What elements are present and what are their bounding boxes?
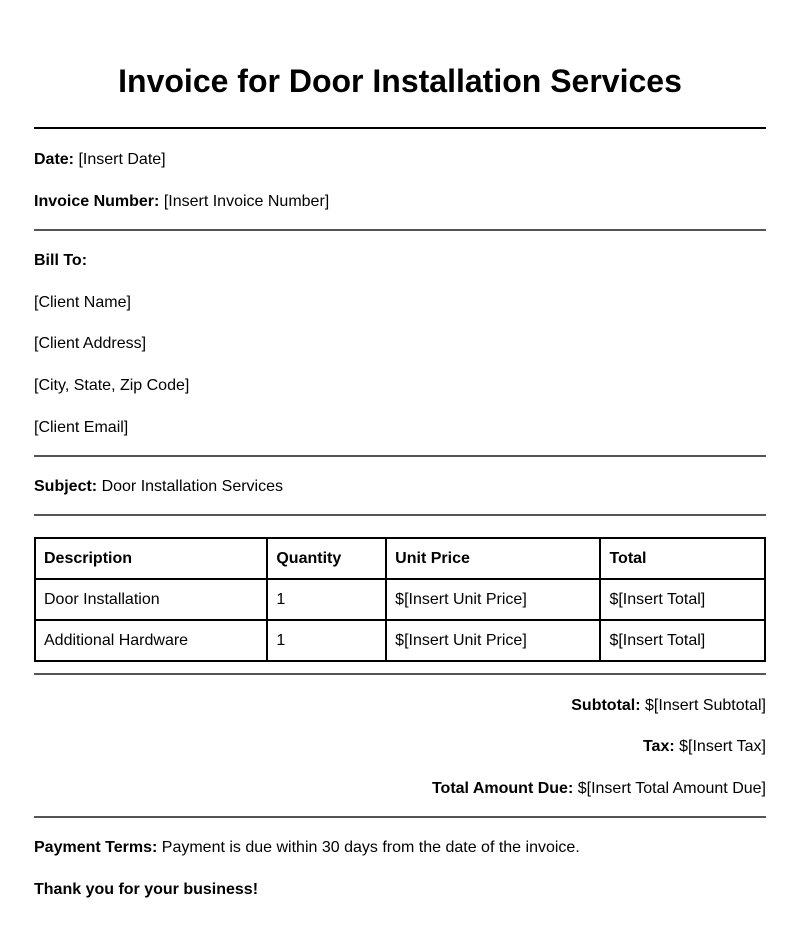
payment-terms-value: Payment is due within 30 days from the date of the invoice.	[161, 839, 580, 856]
subtotal-value: $[Insert Subtotal]	[645, 697, 766, 714]
page-title: Invoice for Door Installation Services	[118, 63, 682, 99]
column-header-description: Description	[35, 538, 267, 579]
client-address: [Client Address]	[34, 335, 147, 352]
subtotal-line	[571, 696, 766, 716]
client-city-state-zip: [City, State, Zip Code]	[34, 377, 190, 394]
table-row	[35, 579, 765, 620]
line-items-table	[34, 537, 766, 662]
tax-label: Tax:	[642, 738, 675, 755]
cell-description: Door Installation	[35, 579, 267, 620]
total-due-line	[432, 779, 766, 799]
bill-to-heading	[34, 251, 87, 271]
divider	[34, 127, 766, 129]
cell-total: $[Insert Total]	[600, 620, 765, 661]
cell-unit-price: $[Insert Unit Price]	[386, 579, 600, 620]
invoice-number-line	[34, 192, 329, 212]
cell-unit-price: $[Insert Unit Price]	[386, 620, 600, 661]
cell-quantity: 1	[267, 579, 386, 620]
divider	[34, 816, 766, 818]
date-label: Date:	[34, 151, 75, 168]
column-header-total: Total	[600, 538, 765, 579]
invoice-number-label: Invoice Number:	[34, 193, 160, 210]
bill-to-label: Bill To:	[34, 252, 88, 269]
closing-message: Thank you for your business!	[34, 881, 259, 898]
subject-label: Subject:	[34, 478, 98, 495]
total-due-value: $[Insert Total Amount Due]	[577, 780, 766, 797]
table-header-row	[35, 538, 765, 579]
payment-terms-label: Payment Terms:	[34, 839, 158, 856]
divider	[34, 455, 766, 457]
divider	[34, 229, 766, 231]
payment-terms-line	[34, 838, 580, 858]
column-header-quantity: Quantity	[267, 538, 386, 579]
date-line	[34, 150, 166, 170]
table-row	[35, 620, 765, 661]
divider	[34, 673, 766, 675]
divider	[34, 514, 766, 516]
cell-description: Additional Hardware	[35, 620, 267, 661]
invoice-number-value: [Insert Invoice Number]	[163, 193, 330, 210]
date-value: [Insert Date]	[78, 151, 166, 168]
client-email: [Client Email]	[34, 419, 129, 436]
tax-value: $[Insert Tax]	[679, 738, 766, 755]
total-due-label: Total Amount Due:	[431, 780, 574, 797]
column-header-unit-price: Unit Price	[386, 538, 600, 579]
subtotal-label: Subtotal:	[571, 697, 641, 714]
cell-total: $[Insert Total]	[600, 579, 765, 620]
tax-line	[643, 737, 766, 757]
subject-value: Door Installation Services	[101, 478, 283, 495]
client-name: [Client Name]	[34, 294, 131, 311]
cell-quantity: 1	[267, 620, 386, 661]
subject-line	[34, 477, 283, 497]
